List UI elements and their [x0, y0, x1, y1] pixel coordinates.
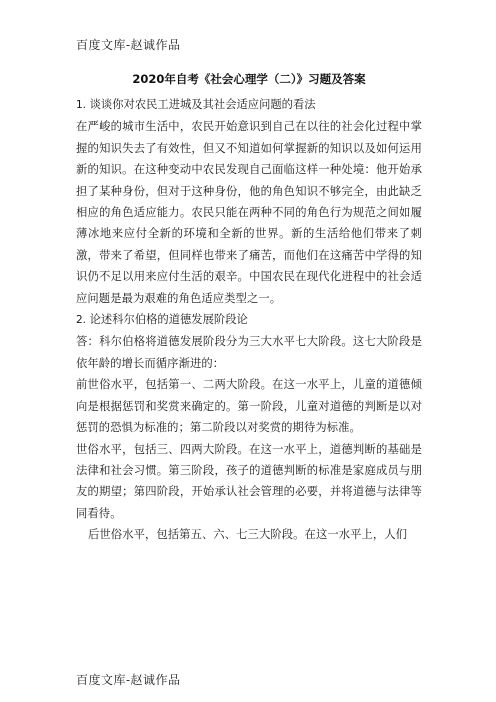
document-body: [76, 70, 422, 546]
question-2-heading: [76, 309, 422, 331]
question-2-level-3: 后世俗水平，包括第五、六、七三大阶段。在这一水平上，人们: [88, 528, 408, 542]
question-1-heading: [76, 94, 422, 116]
page-header: 百度文库-赵诚作品: [76, 38, 181, 52]
page-footer: 百度文库-赵诚作品: [76, 673, 181, 687]
document-title: 2020年自考《社会心理学（二）》习题及答案: [132, 72, 366, 86]
question-2-answer-intro: 答：科尔伯格将道德发展阶段分为三大水平七大阶段。这七大阶段是依年龄的增长而循序渐进的：: [76, 335, 422, 370]
question-1-answer: 在严峻的城市生活中，农民开始意识到自己在以往的社会化过程中掌握的知识失去了有效性，但又不知道如何掌握新的知识以及如何运用新的知识。在这种变动中农民发现自己面临这样一种处境：他开始承担了某种身份，但对于这种身份，他的角色知识不够完全，由此缺乏相应的角色适应能力。农民只能在两种不同的角色行为规范之间如履薄冰地来应付全新的环境和全新的世界。新的生活给他们带来了刺激，带来了希望，但同样也带来了痛苦，而他们在这痛苦中学得的知识仍不足以用来应付生活的艰辛。中国农民在现代化进程中的社会适应问题是最为艰难的角色适应类型之一。: [76, 120, 422, 305]
question-2-text: 论述科尔伯格的道德发展阶段论: [89, 313, 248, 327]
question-1-text: 谈谈你对农民工进城及其社会适应问题的看法: [89, 98, 316, 111]
question-1-number: 1.: [76, 99, 87, 111]
question-2-number: 2.: [76, 314, 87, 327]
question-2-level-2: 世俗水平，包括三、四两大阶段。在这一水平上，道德判断的基础是法律和社会习惯。第三阶段，孩子的道德判断的标准是家庭成员与朋友的期望；第四阶段，开始承认社会管理的必要，并将道德与法律等同看待。: [76, 442, 422, 520]
question-2-level-1: 前世俗水平，包括第一、二两大阶段。在这一水平上，儿童的道德倾向是根据惩罚和奖赏来确定的。第一阶段，儿童对道德的判断是以对惩罚的恐惧为标准的；第二阶段以对奖赏的期待为标准。: [76, 378, 422, 435]
